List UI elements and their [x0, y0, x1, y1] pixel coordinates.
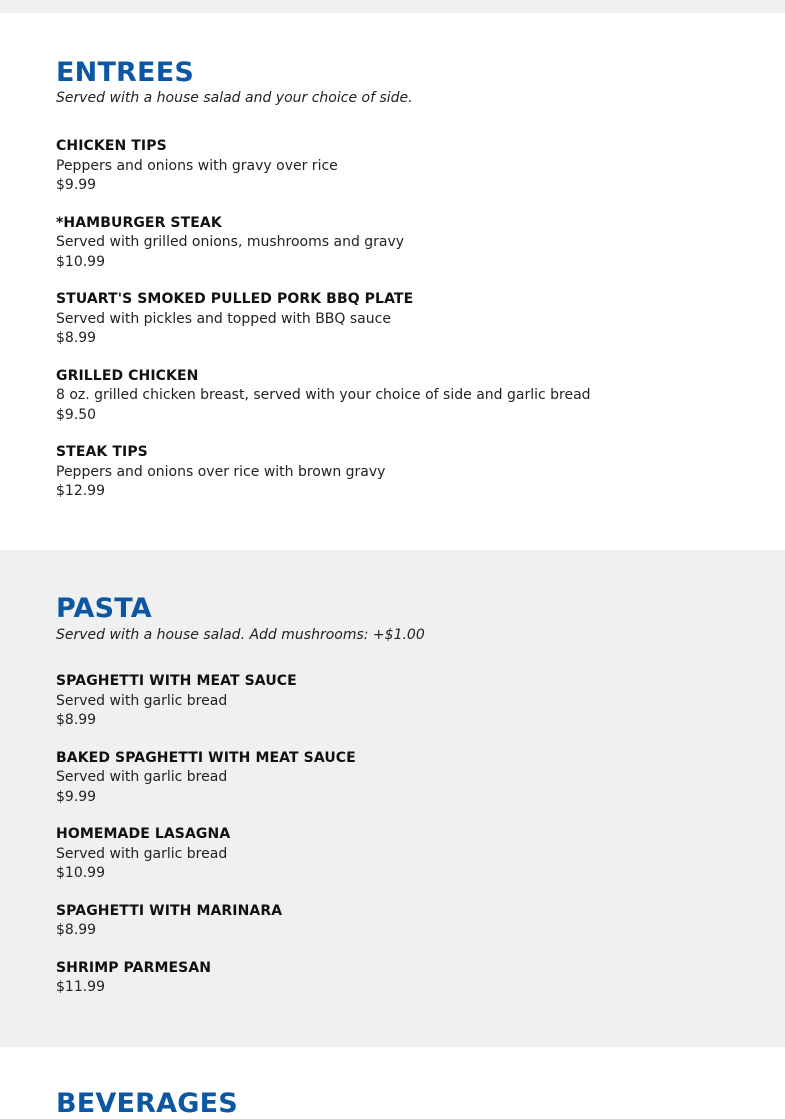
item-description: Served with garlic bread	[56, 692, 228, 709]
beverages-section	[0, 1047, 785, 1119]
item-price: $8.99	[56, 330, 97, 346]
item-name: SPAGHETTI WITH MARINARA	[56, 902, 283, 919]
item-description: Peppers and onions with gravy over rice	[56, 157, 338, 174]
item-name: STUART'S SMOKED PULLED PORK BBQ PLATE	[56, 291, 414, 307]
pasta-list	[56, 672, 785, 1016]
item-description: 8 oz. grilled chicken breast, served with your choice of side and garlic bread	[56, 387, 591, 403]
item-description: Served with grilled onions, mushrooms and gravy	[56, 234, 405, 250]
item-description: Served with garlic bread	[56, 769, 228, 785]
menu-item	[56, 443, 785, 502]
menu-item	[56, 749, 785, 808]
entrees-note: Served with a house salad and your choice of side.	[56, 90, 413, 106]
item-price: $8.99	[56, 712, 97, 728]
item-name: STEAK TIPS	[56, 444, 148, 460]
menu-item	[56, 214, 785, 273]
item-price: $10.99	[56, 253, 105, 270]
entrees-title: ENTREES	[56, 57, 194, 88]
menu-item	[56, 672, 785, 731]
entrees-section	[0, 13, 785, 550]
pasta-title: PASTA	[56, 593, 152, 624]
item-price: $9.99	[56, 177, 97, 193]
item-description: Peppers and onions over rice with brown gravy	[56, 463, 386, 480]
item-name: GRILLED CHICKEN	[56, 367, 199, 384]
item-price: $11.99	[56, 979, 105, 995]
item-name: CHICKEN TIPS	[56, 138, 167, 154]
item-description: Served with garlic bread	[56, 845, 228, 862]
menu-item	[56, 825, 785, 884]
item-price: $10.99	[56, 865, 105, 881]
item-price: $9.50	[56, 406, 97, 423]
pasta-section	[0, 550, 785, 1047]
menu-item	[56, 290, 785, 349]
item-name: SHRIMP PARMESAN	[56, 959, 212, 976]
entrees-list	[56, 137, 785, 520]
item-name: SPAGHETTI WITH MEAT SAUCE	[56, 673, 297, 689]
item-price: $9.99	[56, 788, 97, 805]
beverages-title: BEVERAGES	[56, 1088, 238, 1119]
item-price: $12.99	[56, 483, 105, 499]
item-name: BAKED SPAGHETTI WITH MEAT SAUCE	[56, 749, 356, 766]
item-name: *HAMBURGER STEAK	[56, 214, 222, 231]
menu-item	[56, 902, 785, 941]
item-description: Served with pickles and topped with BBQ sauce	[56, 310, 391, 327]
top-band	[0, 0, 785, 13]
menu-item	[56, 367, 785, 426]
pasta-note: Served with a house salad. Add mushrooms: +$1.00	[56, 627, 425, 643]
menu-item	[56, 137, 785, 196]
item-name: HOMEMADE LASAGNA	[56, 826, 231, 842]
menu-item	[56, 959, 785, 998]
item-price: $8.99	[56, 922, 97, 938]
